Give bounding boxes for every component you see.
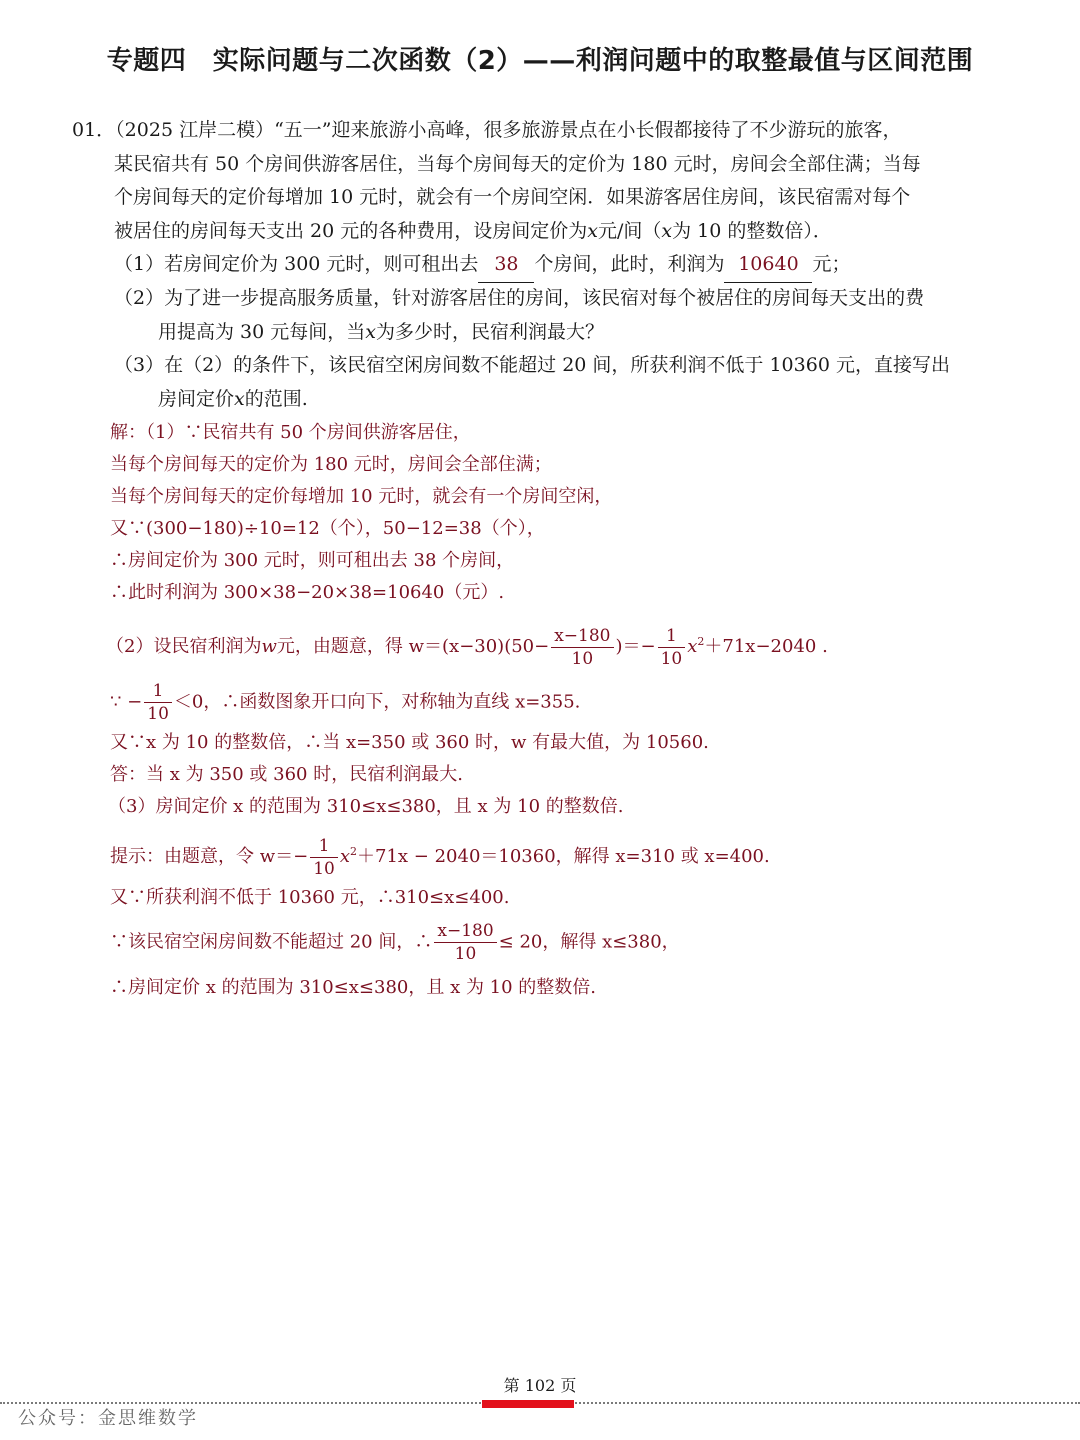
fraction: $\frac{1}{10}$ <box>310 835 338 880</box>
solution-line: 又∵所获利润不低于 10360 元，∴310≤x≤400. <box>110 887 510 908</box>
solution-line: 当每个房间每天的定价为 180 元时，房间会全部住满； <box>110 454 552 475</box>
solution-line: 解：（1）∵民宿共有 50 个房间供游客居住， <box>110 422 471 443</box>
fraction: $\frac{1}{10}$ <box>658 625 686 670</box>
fraction: $\frac{x-180}{10}$ <box>434 920 496 965</box>
question-line: 被居住的房间每天支出 20 元的各种费用，设房间定价为x元/间（x为 10 的整数倍）． <box>114 219 832 242</box>
solution-line: 又∵(300−180)÷10=12（个），50−12=38（个）， <box>110 518 545 539</box>
solution-line-formula: 提示：由题意，令 w＝− $\frac{1}{10}$ $x^2+71x - 2040=10360$，解得 x=310 或 x=400. <box>110 835 770 879</box>
sub-question-3: （3）在（2）的条件下，该民宿空闲房间数不能超过 20 间，所获利润不低于 10360 元，直接写出 <box>114 354 950 377</box>
question-line: 某民宿共有 50 个房间供游客居住，当每个房间每天的定价为 180 元时，房间会全部住满；当每 <box>114 152 921 175</box>
answer-blank-profit: 10640 <box>724 248 812 283</box>
solution-line: ∴此时利润为 300×38−20×38=10640（元）. <box>110 582 505 603</box>
solution-line-formula: （2）设民宿利润为w元，由题意，得 w＝(x−30)(50− $\frac{x-180}{10}$ )＝− $\frac{1}{10}$ $x^2+71x-2040$ . <box>106 625 828 669</box>
wechat-account-label: 公众号：金思维数学 <box>18 1408 198 1429</box>
solution-line: 答：当 x 为 350 或 360 时，民宿利润最大. <box>110 764 463 785</box>
solution-line: ∴房间定价为 300 元时，则可租出去 38 个房间， <box>110 550 515 571</box>
question-line: 个房间每天的定价每增加 10 元时，就会有一个房间空闲．如果游客居住房间，该民宿需对每个 <box>114 186 911 209</box>
solution-line: 又∵x 为 10 的整数倍，∴当 x=350 或 360 时，w 有最大值，为 10560. <box>110 732 709 753</box>
sub-question-3-cont: 房间定价x的范围. <box>158 387 308 410</box>
question-line: 01．（2025 江岸二模）“五一”迎来旅游小高峰，很多旅游景点在小长假都接待了不少游玩的旅客， <box>72 119 902 141</box>
solution-line-formula: ∵该民宿空闲房间数不能超过 20 间，∴ $\frac{x-180}{10}$ ≤ 20，解得 x≤380， <box>110 921 680 964</box>
solution-line-formula: ∵ − $\frac{1}{10}$ ＜0，∴函数图象开口向下，对称轴为直线 x=355. <box>110 681 581 724</box>
footer-accent-bar <box>482 1400 574 1408</box>
question-block <box>72 114 992 416</box>
solution-line: 当每个房间每天的定价每增加 10 元时，就会有一个房间空闲， <box>110 486 613 507</box>
solution-line: （3）房间定价 x 的范围为 310≤x≤380，且 x 为 10 的整数倍. <box>108 796 624 817</box>
fraction: $\frac{1}{10}$ <box>144 680 172 725</box>
sub-question-2-cont: 用提高为 30 元每间，当x为多少时，民宿利润最大？ <box>158 320 604 343</box>
sub-question-2: （2）为了进一步提高服务质量，针对游客居住的房间，该民宿对每个被居住的房间每天支出的费 <box>114 286 925 309</box>
answer-blank-rooms: 38 <box>478 248 534 283</box>
solution-line: ∴房间定价 x 的范围为 310≤x≤380，且 x 为 10 的整数倍. <box>110 977 597 998</box>
sub-question-1: （1）若房间定价为 300 元时，则可租出去 38 个房间，此时，利润为 10640 元； <box>72 248 992 282</box>
page-title: 专题四 实际问题与二次函数（2）——利润问题中的取整最值与区间范围 <box>106 46 974 76</box>
fraction: $\frac{x-180}{10}$ <box>551 625 613 670</box>
page-number: 第 102 页 <box>503 1376 577 1395</box>
